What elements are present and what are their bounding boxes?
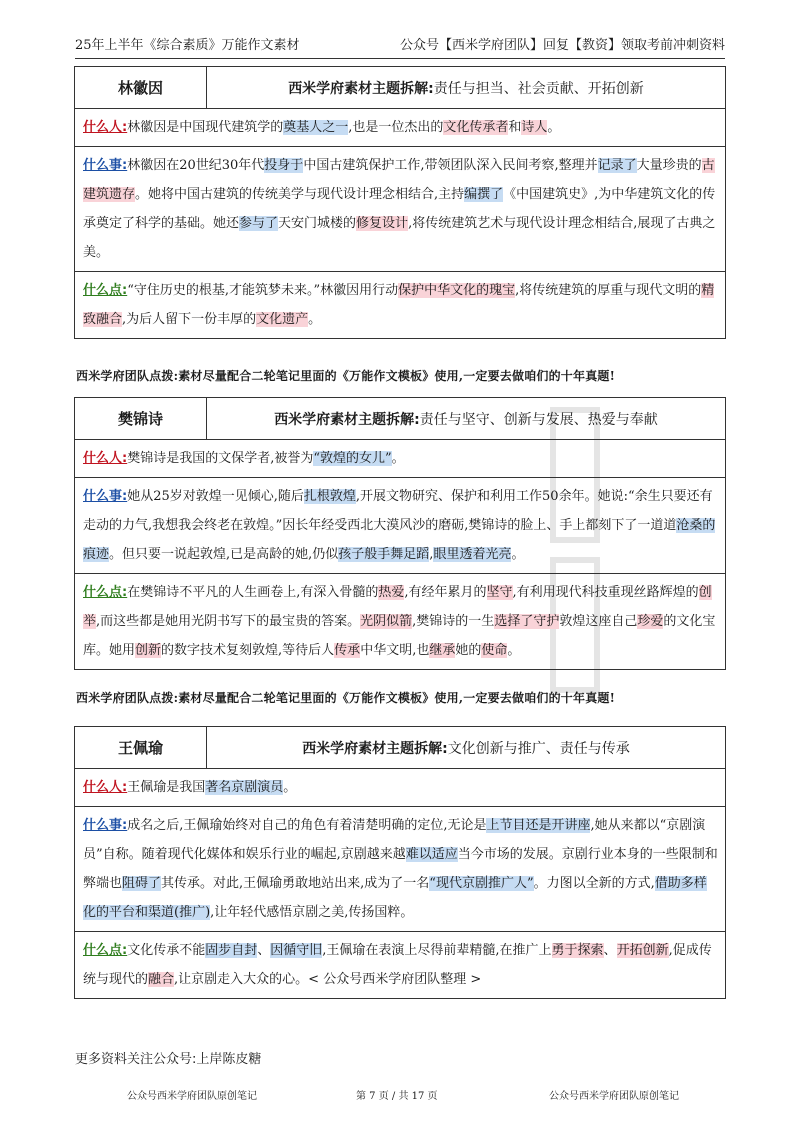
text-segment: 。 bbox=[308, 312, 322, 327]
section-what bbox=[75, 478, 725, 574]
text-segment: 在樊锦诗不平凡的人生画卷上,有深入骨髓的 bbox=[127, 585, 379, 600]
theme-text: 责任与坚守、创新与发展、热爱与奉献 bbox=[419, 411, 658, 428]
person-name: 王佩瑜 bbox=[75, 727, 207, 768]
phrase-highlight: 固步自封 bbox=[205, 943, 258, 958]
phrase-highlight: 上节目还是开讲座 bbox=[486, 818, 591, 833]
text-segment: ,开展文物研究、保护和利用工作50余年。她说:“余生只要还有走动的力气,我想我会终老在敦煌。”因长年经受西北大漠风沙的磨砺,樊锦诗的脸上、手上都刻下了一道道 bbox=[83, 489, 713, 533]
team-tip: 西米学府团队点拨:素材尽量配合二轮笔记里面的《万能作文模板》使用,一定要去做咱们的十年真题! bbox=[76, 369, 616, 383]
point-label: 什么点: bbox=[83, 585, 128, 600]
card-title-row bbox=[75, 67, 725, 109]
text-segment: 。但只要一说起敦煌,已是高龄的她,仍似 bbox=[109, 547, 339, 562]
section-what bbox=[75, 807, 725, 932]
phrase-highlight: 参与了 bbox=[239, 216, 279, 231]
keyword-highlight: 开拓创新 bbox=[616, 943, 669, 958]
text-segment: 林徽因在20世纪30年代 bbox=[127, 158, 265, 173]
keyword-highlight: 勇于探索 bbox=[551, 943, 604, 958]
text-segment: “守住历史的根基,才能筑梦未来。”林徽因用行动 bbox=[127, 283, 399, 298]
keyword-highlight: 选择了 bbox=[494, 614, 534, 629]
text-segment: ,将传统建筑艺术与现代设计理念相结合,展现了古典之美。 bbox=[83, 216, 716, 260]
point-label: 什么点: bbox=[83, 283, 128, 298]
phrase-highlight: 难以适应 bbox=[405, 847, 458, 862]
phrase-highlight: “敦煌的女儿” bbox=[313, 451, 392, 466]
keyword-highlight: 创举 bbox=[83, 585, 712, 629]
card-title-row bbox=[75, 398, 725, 440]
phrase-highlight: 借助多样化的平台和渠道(推广) bbox=[83, 876, 707, 920]
text-segment: ,将传统建筑的厚重与现代文明的 bbox=[515, 283, 702, 298]
text-segment: 。 bbox=[547, 120, 561, 135]
keyword-highlight: 守护 bbox=[533, 614, 560, 629]
text-segment: 。她将中国古建筑的传统美学与现代设计理念相结合,主持 bbox=[135, 187, 465, 202]
section-point bbox=[75, 574, 725, 669]
text-segment: 、 bbox=[257, 943, 271, 958]
text-segment: 、 bbox=[603, 943, 617, 958]
text-segment: 文化传承不能 bbox=[127, 943, 206, 958]
who-label: 什么人: bbox=[83, 451, 128, 466]
keyword-highlight: 坚守 bbox=[486, 585, 513, 600]
text-segment: 。 bbox=[511, 547, 525, 562]
text-segment: ,有利用现代科技重现丝路辉煌的 bbox=[512, 585, 699, 600]
theme-text: 责任与担当、社会贡献、开拓创新 bbox=[433, 80, 644, 97]
text-segment: ,促成传统与现代的 bbox=[83, 943, 712, 987]
phrase-highlight: 孩子般手舞足蹈 bbox=[338, 547, 430, 562]
who-text bbox=[127, 451, 404, 466]
what-text bbox=[83, 818, 718, 920]
person-name: 林徽因 bbox=[75, 67, 207, 108]
point-text bbox=[83, 283, 714, 327]
page-header bbox=[75, 36, 725, 59]
theme-text: 文化创新与推广、责任与传承 bbox=[447, 740, 630, 757]
text-segment: 她的 bbox=[455, 643, 482, 658]
material-card-lin-huiyin bbox=[74, 66, 726, 339]
keyword-highlight: 融合 bbox=[148, 972, 175, 987]
section-who bbox=[75, 769, 725, 807]
point-label: 什么点: bbox=[83, 943, 128, 958]
point-text bbox=[83, 585, 715, 658]
footer-right: 公众号西米学府团队原创笔记 bbox=[549, 1091, 679, 1102]
text-segment: , bbox=[429, 547, 434, 562]
what-text bbox=[83, 158, 715, 260]
text-segment: ,让年轻代感悟京剧之美,传扬国粹。 bbox=[210, 905, 414, 920]
text-segment: 林徽因是中国现代建筑学的 bbox=[127, 120, 284, 135]
keyword-highlight: 修复设计 bbox=[356, 216, 409, 231]
keyword-highlight: 传承 bbox=[334, 643, 361, 658]
keyword-highlight: 继承 bbox=[429, 643, 456, 658]
text-segment: 她从25岁对敦煌一见倾心,随后 bbox=[127, 489, 304, 504]
text-segment: ,有经年累月的 bbox=[404, 585, 487, 600]
text-segment: 的数字技术复刻敦煌,等待后人 bbox=[161, 643, 335, 658]
section-point bbox=[75, 272, 725, 338]
text-segment: ,王佩瑜在表演上尽得前辈精髓,在推广上 bbox=[322, 943, 552, 958]
phrase-highlight: 眼里透着光亮 bbox=[433, 547, 512, 562]
keyword-highlight: 精致融合 bbox=[83, 283, 715, 327]
phrase-highlight: 阻碍了 bbox=[122, 876, 162, 891]
text-segment: ,樊锦诗的一生 bbox=[412, 614, 495, 629]
theme-breakdown bbox=[207, 727, 725, 768]
phrase-highlight: 投身于 bbox=[264, 158, 304, 173]
text-segment: 和 bbox=[508, 120, 522, 135]
text-segment: ,为后人留下一份丰厚的 bbox=[122, 312, 257, 327]
keyword-highlight: 创新 bbox=[135, 643, 162, 658]
text-segment: ,也是一位杰出的 bbox=[348, 120, 444, 135]
theme-prefix: 西米学府素材主题拆解: bbox=[274, 411, 420, 428]
who-text bbox=[127, 120, 560, 135]
text-segment: 《中国建筑史》,为中华建筑文化的传承奠定了科学的基础。她还 bbox=[83, 187, 716, 231]
keyword-highlight: 文化遗产 bbox=[256, 312, 309, 327]
text-segment: ,她从来都以“京剧演员”自称。随着现代化媒体和娱乐行业的崛起,京剧越来越 bbox=[83, 818, 706, 862]
text-segment: 中国古建筑保护工作,带领团队深入民间考察,整理并 bbox=[303, 158, 598, 173]
material-card-wang-peiyu bbox=[74, 726, 726, 999]
header-title: 25年上半年《综合素质》万能作文素材 bbox=[75, 38, 300, 53]
what-text bbox=[83, 489, 715, 562]
what-label: 什么事: bbox=[83, 489, 128, 504]
team-tip: 西米学府团队点拨:素材尽量配合二轮笔记里面的《万能作文模板》使用,一定要去做咱们的十年真题! bbox=[76, 691, 616, 705]
text-segment: 敦煌这座自己 bbox=[559, 614, 638, 629]
theme-breakdown bbox=[207, 398, 725, 439]
text-segment: 樊锦诗是我国的文保学者,被誉为 bbox=[127, 451, 314, 466]
what-label: 什么事: bbox=[83, 818, 128, 833]
keyword-highlight: 古建筑遗存 bbox=[83, 158, 715, 202]
keyword-highlight: 诗人 bbox=[521, 120, 548, 135]
footer-left: 公众号西米学府团队原创笔记 bbox=[127, 1091, 257, 1102]
material-card-fan-jinshi bbox=[74, 397, 726, 670]
phrase-highlight: “现代京剧推广人” bbox=[429, 876, 534, 891]
theme-prefix: 西米学府素材主题拆解: bbox=[288, 80, 434, 97]
keyword-highlight: 文化传承者 bbox=[443, 120, 509, 135]
keyword-highlight: 使命 bbox=[481, 643, 508, 658]
keyword-highlight: 保护中华文化的瑰宝 bbox=[398, 283, 516, 298]
keyword-highlight: 光阴似箭 bbox=[360, 614, 413, 629]
keyword-highlight: 热爱 bbox=[378, 585, 405, 600]
section-point bbox=[75, 932, 725, 998]
text-segment: 。 bbox=[391, 451, 405, 466]
phrase-highlight: 编撰了 bbox=[464, 187, 504, 202]
who-label: 什么人: bbox=[83, 120, 128, 135]
phrase-highlight: 著名京剧演员 bbox=[205, 780, 284, 795]
section-who bbox=[75, 109, 725, 147]
phrase-highlight: 记录了 bbox=[597, 158, 637, 173]
text-segment: 中华文明,也 bbox=[360, 643, 430, 658]
text-segment: ,而这些都是她用光阴书写下的最宝贵的答案。 bbox=[96, 614, 361, 629]
phrase-highlight: 因循守旧 bbox=[270, 943, 323, 958]
text-segment: 其传承。对此,王佩瑜勇敢地站出来,成为了一名 bbox=[161, 876, 430, 891]
keyword-highlight: 珍爱 bbox=[637, 614, 664, 629]
section-what bbox=[75, 147, 725, 272]
text-segment: 当今市场的发展。京剧行业本身的一些限制和弊端也 bbox=[83, 847, 718, 891]
phrase-highlight: 沧桑的痕迹 bbox=[83, 518, 716, 562]
who-text bbox=[127, 780, 296, 795]
theme-prefix: 西米学府素材主题拆解: bbox=[302, 740, 448, 757]
card-title-row bbox=[75, 727, 725, 769]
text-segment: 大量珍贵的 bbox=[636, 158, 702, 173]
text-segment: 王佩瑜是我国 bbox=[127, 780, 206, 795]
page-number: 第 7 页 / 共 17 页 bbox=[356, 1091, 438, 1102]
phrase-highlight: 奠基人之一 bbox=[283, 120, 349, 135]
theme-breakdown bbox=[207, 67, 725, 108]
text-segment: 。力图以全新的方式, bbox=[533, 876, 655, 891]
text-segment: 的文化宝库。她用 bbox=[83, 614, 716, 658]
text-segment: ,让京剧走入大众的心。< 公众号西米学府团队整理 > bbox=[174, 972, 482, 987]
text-segment: 。 bbox=[283, 780, 297, 795]
what-label: 什么事: bbox=[83, 158, 128, 173]
phrase-highlight: 扎根敦煌 bbox=[303, 489, 356, 504]
text-segment: 。 bbox=[507, 643, 521, 658]
section-who bbox=[75, 440, 725, 478]
more-resources-note: 更多资料关注公众号:上岸陈皮糖 bbox=[75, 1052, 262, 1067]
who-label: 什么人: bbox=[83, 780, 128, 795]
text-segment: 天安门城楼的 bbox=[278, 216, 357, 231]
point-text bbox=[83, 943, 712, 987]
text-segment: 成名之后,王佩瑜始终对自己的角色有着清楚明确的定位,无论是 bbox=[127, 818, 487, 833]
person-name: 樊锦诗 bbox=[75, 398, 207, 439]
header-promo: 公众号【西米学府团队】回复【教资】领取考前冲刺资料 bbox=[399, 38, 725, 53]
